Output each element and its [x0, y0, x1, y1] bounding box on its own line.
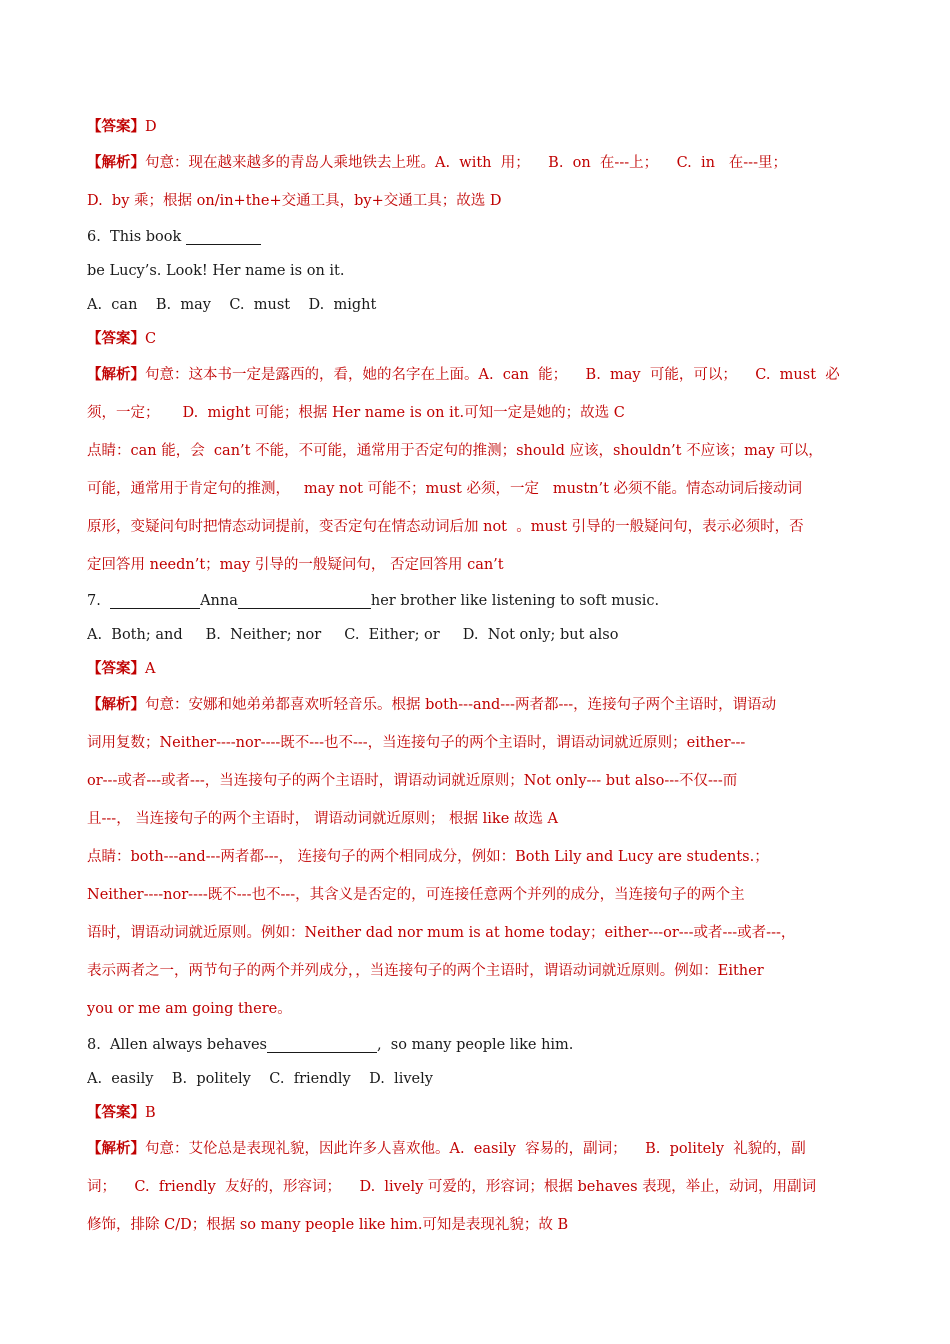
answer-blank-1	[110, 592, 200, 609]
analysis-text: 句意：这本书一定是露西的，看，她的名字在上面。A. can 能； B. may 可能，可以； C. must 必	[145, 367, 840, 383]
q8-stem	[87, 1028, 877, 1062]
answer-blank	[186, 228, 261, 245]
question-number: 7.	[87, 593, 111, 609]
analysis-text: 句意：安娜和她弟弟都喜欢听轻音乐。根据 both---and---两者都---，连接句子两个主语时，谓语动	[145, 697, 777, 713]
question-text: Anna	[200, 593, 238, 609]
q6-stem-line-2: be Lucy’s. Look! Her name is on it.	[87, 263, 345, 279]
analysis-text: 句意：艾伦总是表现礼貌，因此许多人喜欢他。A. easily 容易的，副词； B. politely 礼貌的，副	[145, 1141, 806, 1157]
q5-analysis-line-2: D. by 乘；根据 on/in+the+交通工具，by+交通工具；故选 D	[87, 193, 502, 209]
q7-note-line-5: you or me am going there。	[87, 1001, 292, 1017]
answer-letter: B	[145, 1105, 156, 1121]
q8-analysis-line-1	[87, 1130, 877, 1168]
analysis-text: 句意：现在越来越多的青岛人乘地铁去上班。A. with 用； B. on 在---上； C. in 在---里；	[145, 155, 787, 171]
q7-analysis-line-2: 词用复数；Neither----nor----既不---也不---，当连接句子的两个主语时，谓语动词就近原则；either---	[87, 735, 746, 751]
q6-note-line-1: 点睛：can 能，会 can’t 不能，不可能，通常用于否定句的推测；should 应该，shouldn’t 不应该；may 可以，	[87, 443, 823, 459]
q6-note-line-2: 可能，通常用于肯定句的推测， may not 可能不；must 必须，一定 mustn’t 必须不能。情态动词后接动词	[87, 481, 803, 497]
q6-analysis-line-2: 须，一定； D. might 可能；根据 Her name is on it.可知一定是她的；故选 C	[87, 405, 625, 421]
q8-analysis-line-3: 修饰，排除 C/D；根据 so many people like him.可知是表现礼貌；故 B	[87, 1217, 569, 1233]
q8-answer	[87, 1096, 877, 1130]
question-text: her brother like listening to soft music.	[370, 593, 660, 609]
q7-note-line-2: Neither----nor----既不---也不---，其含义是否定的，可连接任意两个并列的成分，当连接句子的两个主	[87, 887, 745, 903]
question-text: 6. This book	[87, 229, 186, 245]
q7-options: A. Both; and B. Neither; nor C. Either; or D. Not only; but also	[87, 627, 619, 643]
document-page	[87, 110, 877, 1244]
q5-analysis-line-1	[87, 144, 877, 182]
analysis-tag: 【解析】	[87, 366, 145, 383]
q8-options: A. easily B. politely C. friendly D. lively	[87, 1071, 433, 1087]
q6-answer	[87, 322, 877, 356]
question-text: 8. Allen always behaves	[87, 1037, 267, 1053]
q6-options: A. can B. may C. must D. might	[87, 297, 377, 313]
q7-analysis-line-4: 且---， 当连接句子的两个主语时， 谓语动词就近原则； 根据 like 故选 A	[87, 811, 558, 827]
analysis-tag: 【解析】	[87, 154, 145, 171]
answer-tag: 【答案】	[87, 118, 145, 135]
q6-analysis-line-1	[87, 356, 877, 394]
q7-analysis-line-1	[87, 686, 877, 724]
q5-answer	[87, 110, 877, 144]
q6-note-line-3: 原形，变疑问句时把情态动词提前，变否定句在情态动词后加 not 。must 引导的一般疑问句，表示必须时，否	[87, 519, 804, 535]
q7-note-line-3: 语时，谓语动词就近原则。例如：Neither dad nor mum is at home today；either---or---或者---或者---，	[87, 925, 796, 941]
answer-letter: A	[145, 661, 156, 677]
question-text: , so many people like him.	[376, 1037, 574, 1053]
analysis-tag: 【解析】	[87, 696, 145, 713]
answer-tag: 【答案】	[87, 660, 145, 677]
q7-note-line-1: 点睛：both---and---两者都---， 连接句子的两个相同成分，例如：Both Lily and Lucy are students.；	[87, 849, 769, 865]
answer-letter: D	[145, 119, 157, 135]
answer-blank-2	[238, 592, 371, 609]
answer-tag: 【答案】	[87, 1104, 145, 1121]
q7-note-line-4: 表示两者之一，两节句子的两个并列成分，，当连接句子的两个主语时，谓语动词就近原则。例如：Either	[87, 963, 764, 979]
q6-note-line-4: 定回答用 needn’t；may 引导的一般疑问句， 否定回答用 can’t	[87, 557, 504, 573]
q7-analysis-line-3: or---或者---或者---，当连接句子的两个主语时，谓语动词就近原则；Not only--- but also---不仅---而	[87, 773, 738, 789]
answer-tag: 【答案】	[87, 330, 145, 347]
q7-stem	[87, 584, 877, 618]
q6-stem-line-1	[87, 220, 877, 254]
q8-analysis-line-2: 词； C. friendly 友好的，形容词； D. lively 可爱的，形容词；根据 behaves 表现，举止，动词，用副词	[87, 1179, 817, 1195]
answer-blank	[267, 1036, 377, 1053]
q7-answer	[87, 652, 877, 686]
analysis-tag: 【解析】	[87, 1140, 145, 1157]
answer-letter: C	[145, 331, 157, 347]
